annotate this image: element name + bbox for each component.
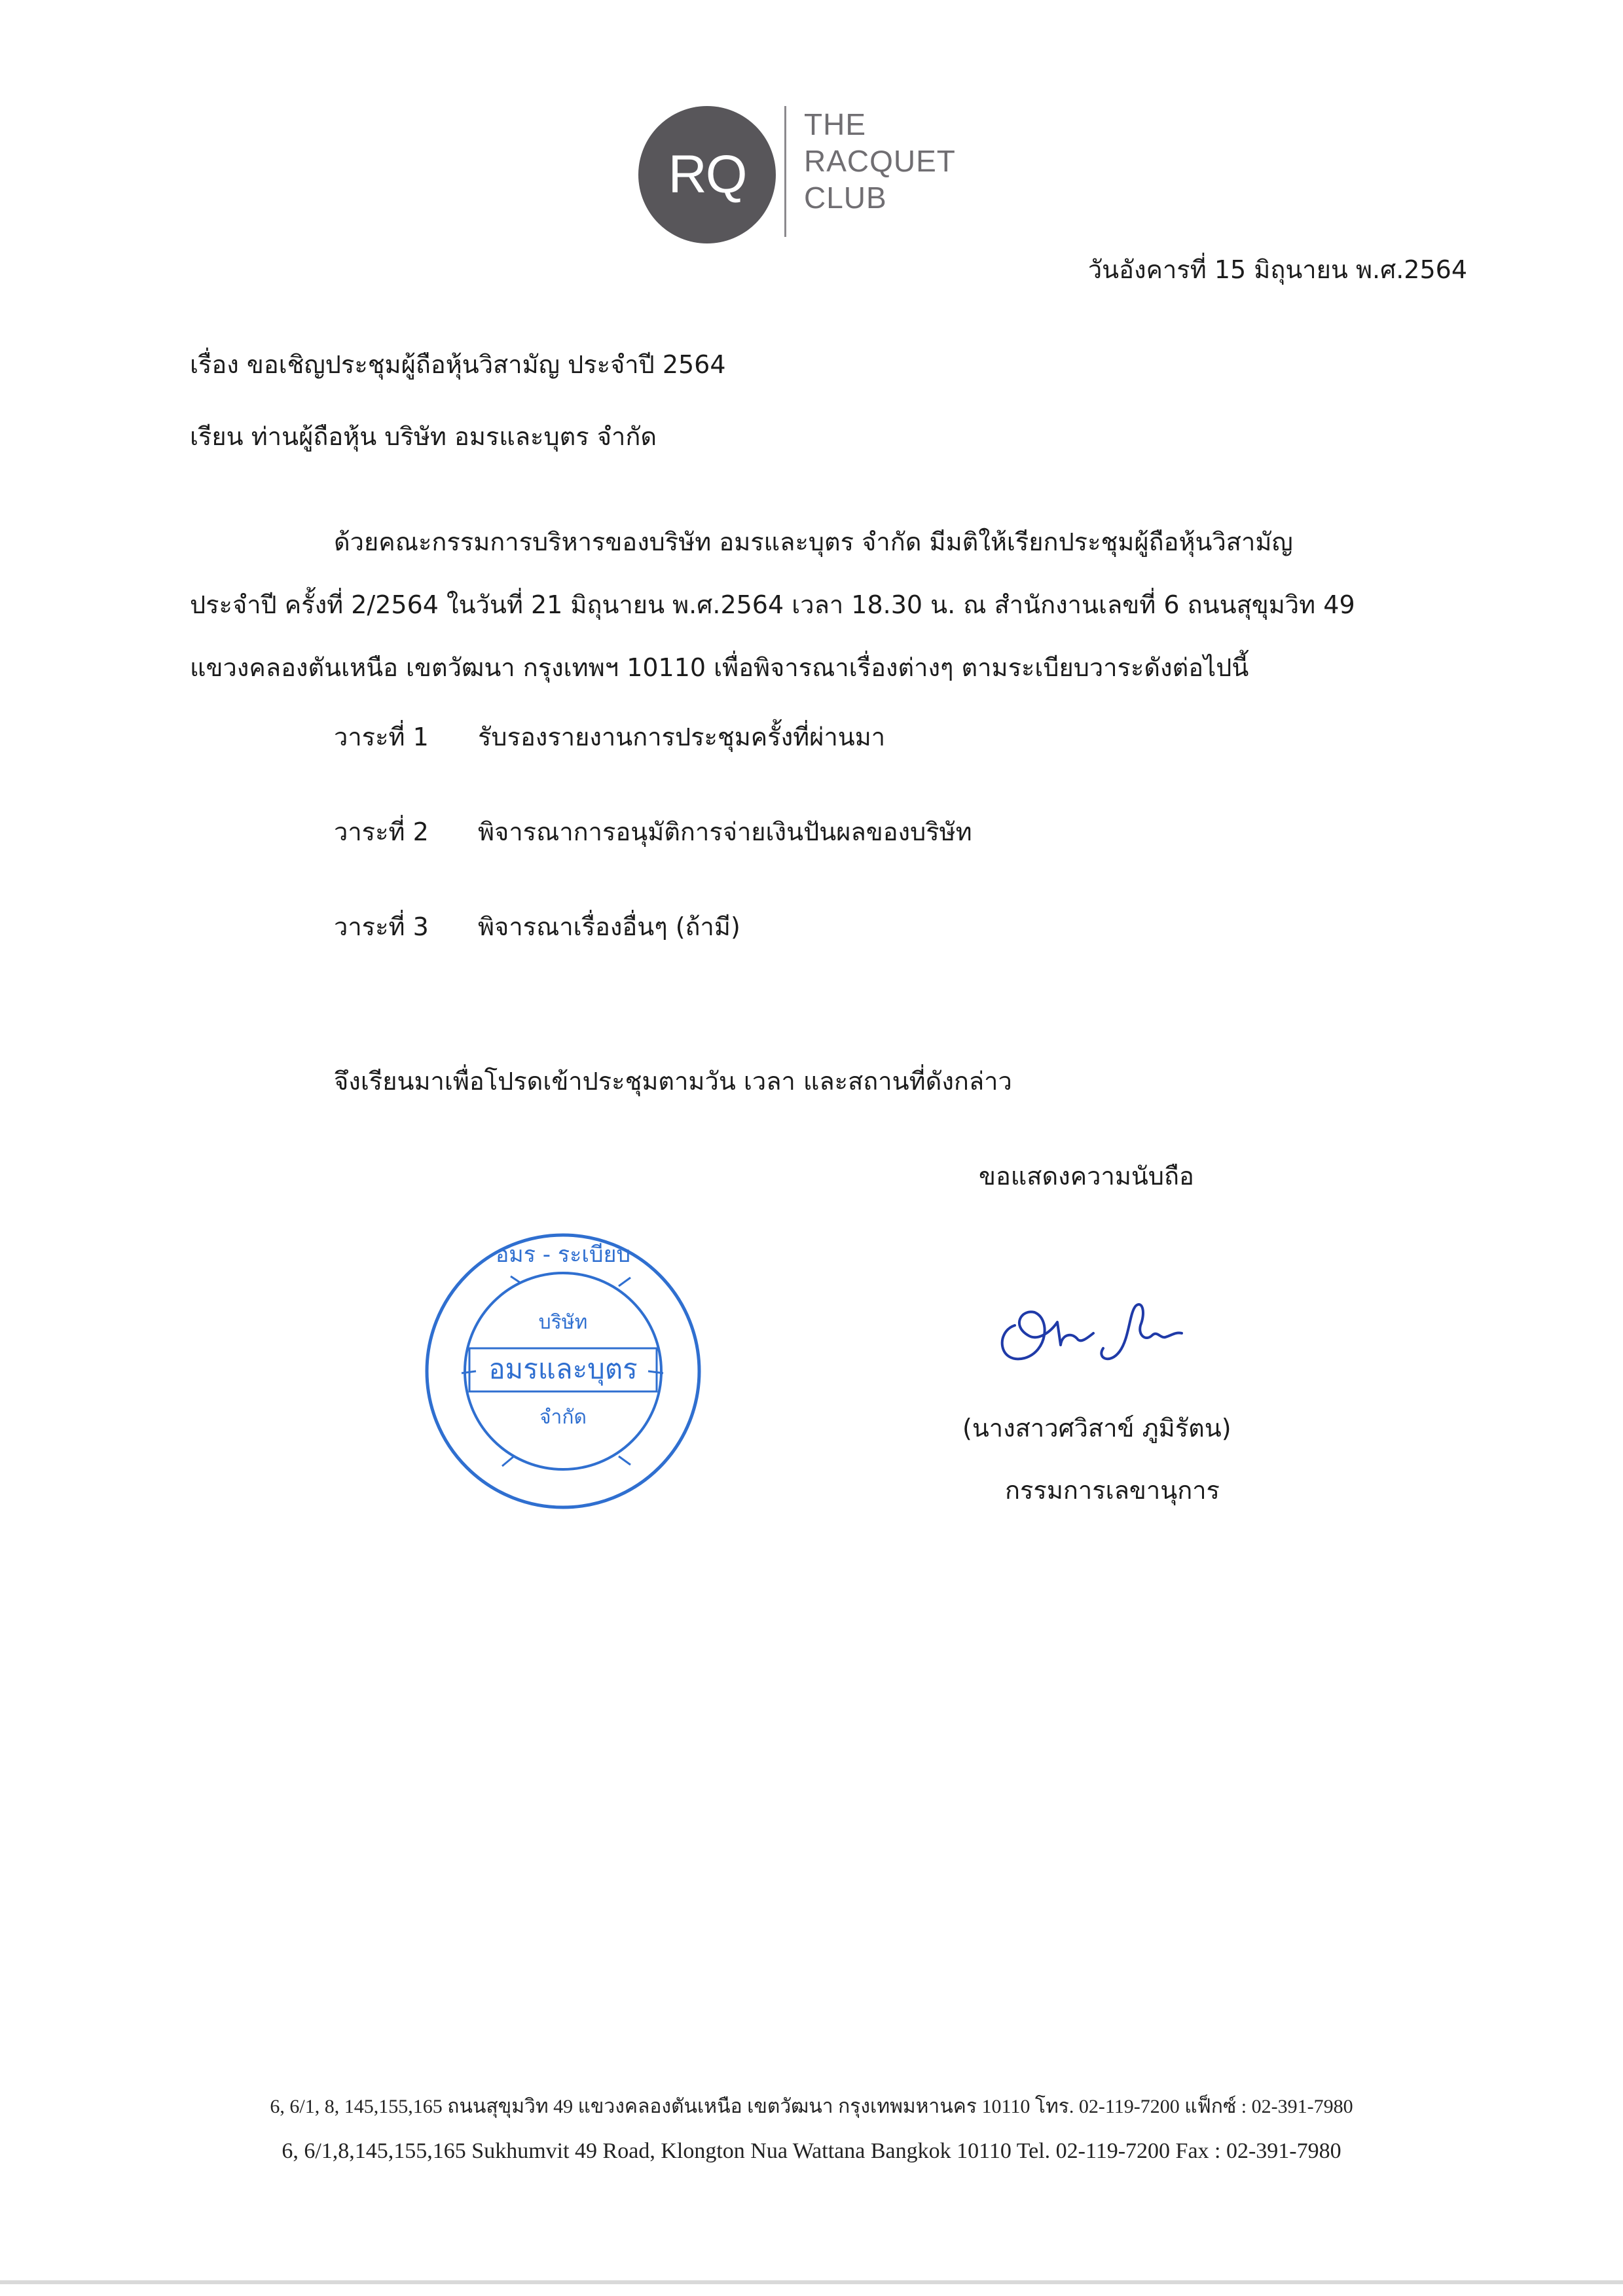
logo-word-the: THE bbox=[804, 107, 866, 141]
handwritten-signature bbox=[989, 1286, 1205, 1378]
stamp-top-text: อมร - ระเบียบ bbox=[495, 1242, 631, 1268]
footer-address-english: 6, 6/1,8,145,155,165 Sukhumvit 49 Road, Klongton Nua Wattana Bangkok 10110 Tel. 02-119-7200 Fax : 02-391-7980 bbox=[282, 2139, 1341, 2163]
body-line: ประจำปี ครั้งที่ 2/2564 ในวันที่ 21 มิถุนายน พ.ศ.2564 เวลา 18.30 น. ณ สำนักงานเลขที่ 6 ถนนสุขุมวิท 49 bbox=[190, 590, 1355, 619]
company-seal-stamp bbox=[422, 1230, 704, 1512]
logo-word-club: CLUB bbox=[804, 181, 887, 215]
letter-recipient: เรียน ท่านผู้ถือหุ้น บริษัท อมรและบุตร จำกัด bbox=[190, 422, 657, 451]
agenda-item bbox=[334, 906, 740, 946]
letter-date: วันอังคารที่ 15 มิถุนายน พ.ศ.2564 bbox=[1087, 255, 1467, 284]
body-line: แขวงคลองตันเหนือ เขตวัฒนา กรุงเทพฯ 10110 เพื่อพิจารณาเรื่องต่างๆ ตามระเบียบวาระดังต่อไปนี้ bbox=[190, 653, 1249, 682]
agenda-number: วาระที่ 2 bbox=[334, 817, 429, 846]
body-line: ด้วยคณะกรรมการบริหารของบริษัท อมรและบุตร จำกัด มีมติให้เรียกประชุมผู้ถือหุ้นวิสามัญ bbox=[334, 528, 1293, 556]
closing-sentence: จึงเรียนมาเพื่อโปรดเข้าประชุมตามวัน เวลา และสถานที่ดังกล่าว bbox=[334, 1067, 1012, 1096]
agenda-text: รับรองรายงานการประชุมครั้งที่ผ่านมา bbox=[478, 723, 886, 751]
agenda-number: วาระที่ 1 bbox=[334, 723, 429, 751]
agenda-item bbox=[334, 717, 885, 757]
letter-body bbox=[190, 511, 1473, 699]
complimentary-close: ขอแสดงความนับถือ bbox=[979, 1162, 1194, 1191]
page-bottom-rule bbox=[0, 2280, 1623, 2284]
agenda-text: พิจารณาเรื่องอื่นๆ (ถ้ามี) bbox=[478, 912, 740, 941]
club-logo-emblem bbox=[638, 106, 776, 243]
agenda-item bbox=[334, 812, 972, 852]
logo-word-racquet: RACQUET bbox=[804, 144, 956, 178]
logo-divider bbox=[784, 106, 786, 237]
stamp-company-label: บริษัท bbox=[538, 1311, 588, 1334]
signer-name: (นางสาวศวิสาข์ ภูมิรัตน) bbox=[962, 1414, 1231, 1443]
letter-subject: เรื่อง ขอเชิญประชุมผู้ถือหุ้นวิสามัญ ประจำปี 2564 bbox=[190, 350, 726, 379]
footer-address-thai: 6, 6/1, 8, 145,155,165 ถนนสุขุมวิท 49 แขวงคลองตันเหนือ เขตวัฒนา กรุงเทพมหานคร 10110 โทร. 02-119-7200 แฟ็กซ์ : 02-391-7980 bbox=[270, 2096, 1353, 2117]
signer-title: กรรมการเลขานุการ bbox=[1005, 1476, 1220, 1505]
agenda-text: พิจารณาการอนุมัติการจ่ายเงินปันผลของบริษัท bbox=[478, 817, 972, 846]
stamp-company-name: อมรและบุตร bbox=[488, 1353, 638, 1385]
stamp-company-suffix: จำกัด bbox=[539, 1406, 587, 1429]
logo-monogram: RQ bbox=[668, 145, 746, 204]
agenda-number: วาระที่ 3 bbox=[334, 912, 429, 941]
club-logo-wordmark bbox=[804, 106, 956, 216]
